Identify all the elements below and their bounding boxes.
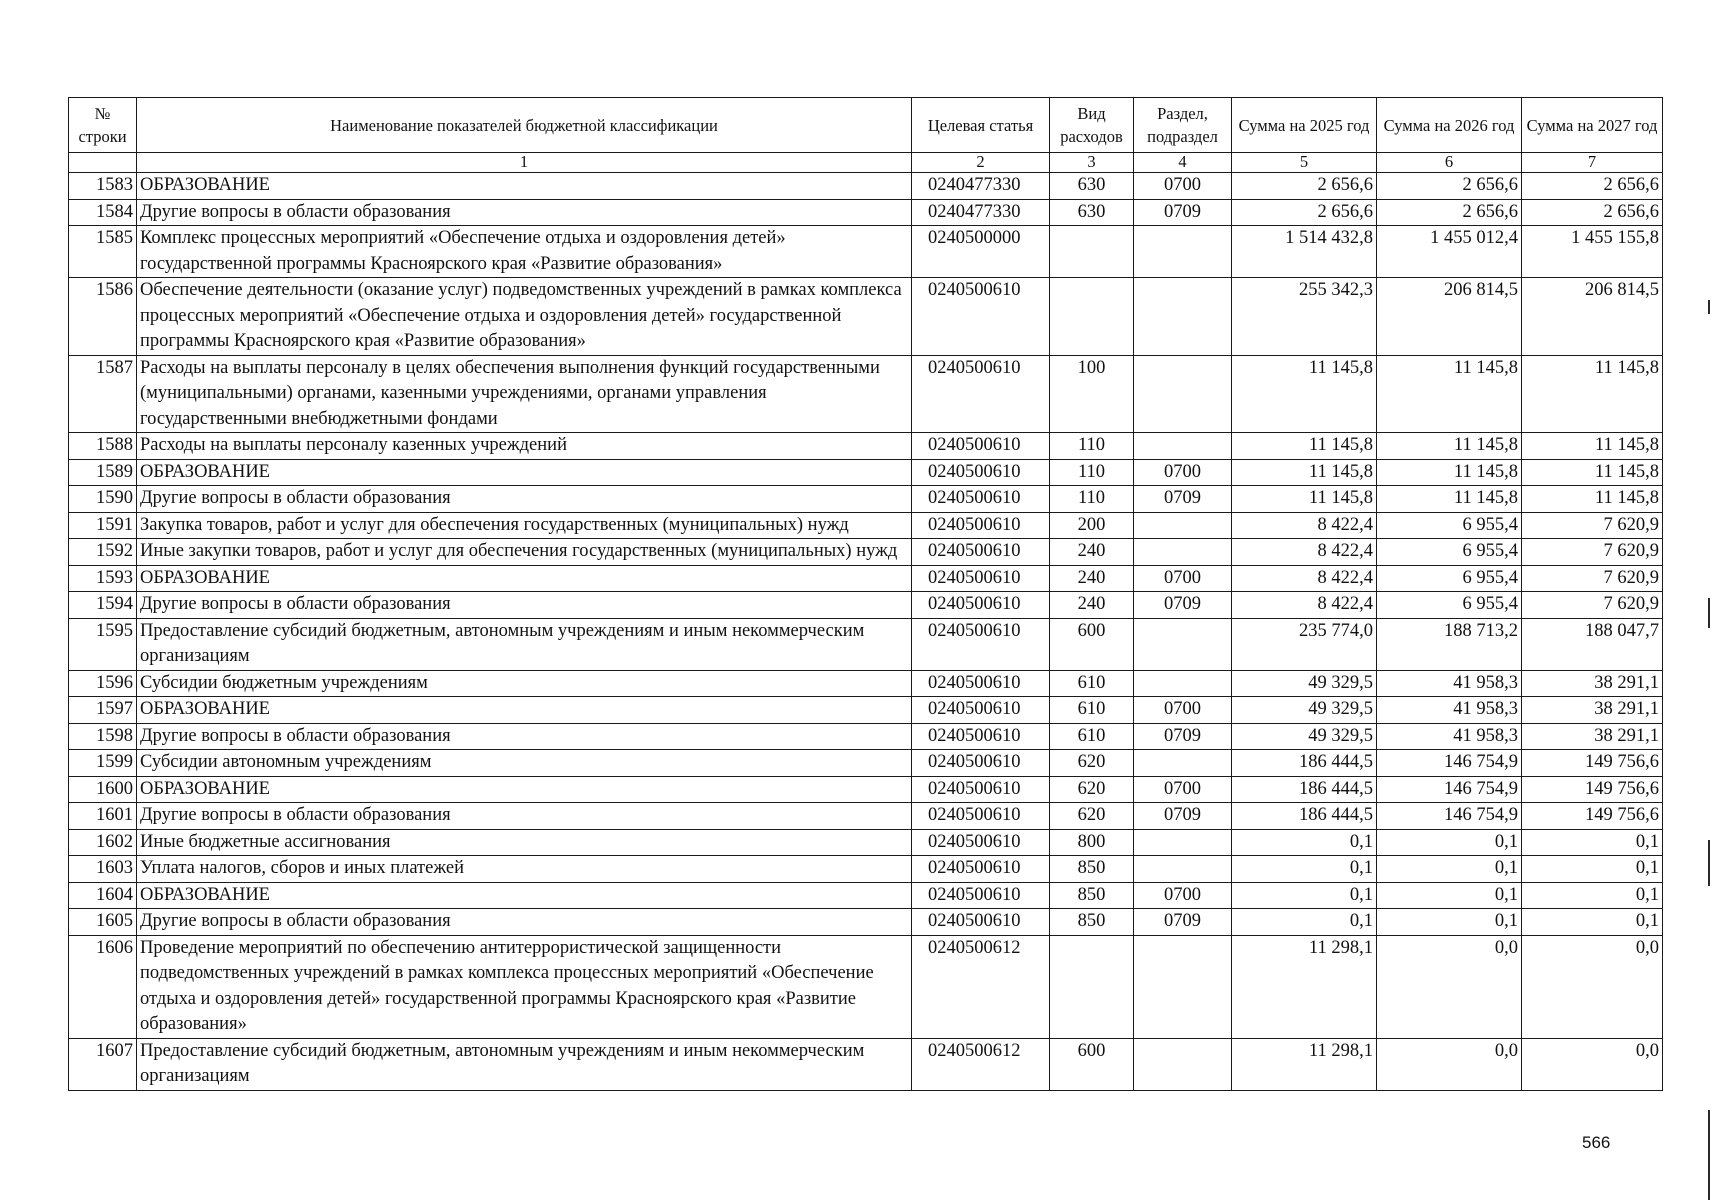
cell-sum-2027: 0,0 (1522, 935, 1663, 1038)
cell-target-article: 0240500610 (912, 856, 1050, 883)
table-body (69, 173, 1663, 1091)
cell-sum-2027: 11 145,8 (1522, 486, 1663, 513)
cell-target-article: 0240477330 (912, 173, 1050, 200)
cell-sum-2025: 186 444,5 (1232, 750, 1377, 777)
cell-row-number: 1588 (69, 433, 137, 460)
cell-sum-2027: 0,1 (1522, 909, 1663, 936)
cell-target-article: 0240500612 (912, 1038, 1050, 1090)
cell-sum-2025: 11 298,1 (1232, 935, 1377, 1038)
cell-target-article: 0240500610 (912, 355, 1050, 433)
cell-sum-2025: 49 329,5 (1232, 670, 1377, 697)
table-row (69, 459, 1663, 486)
cell-row-number: 1591 (69, 512, 137, 539)
cell-sum-2025: 0,1 (1232, 856, 1377, 883)
cell-row-number: 1593 (69, 565, 137, 592)
cell-sum-2027: 7 620,9 (1522, 565, 1663, 592)
table-row (69, 539, 1663, 566)
table-row (69, 697, 1663, 724)
cell-row-number: 1592 (69, 539, 137, 566)
cell-row-number: 1607 (69, 1038, 137, 1090)
cell-section (1134, 512, 1232, 539)
cell-row-number: 1584 (69, 199, 137, 226)
cell-sum-2025: 11 298,1 (1232, 1038, 1377, 1090)
cell-target-article: 0240500610 (912, 776, 1050, 803)
budget-table (68, 97, 1663, 1091)
cell-name: Другие вопросы в области образования (137, 199, 912, 226)
cell-section: 0709 (1134, 486, 1232, 513)
cell-sum-2025: 1 514 432,8 (1232, 226, 1377, 278)
cell-expense-kind (1050, 935, 1134, 1038)
cell-sum-2027: 188 047,7 (1522, 618, 1663, 670)
column-number (69, 153, 137, 173)
cell-target-article: 0240500610 (912, 433, 1050, 460)
cell-sum-2027: 7 620,9 (1522, 592, 1663, 619)
cell-row-number: 1596 (69, 670, 137, 697)
cell-sum-2025: 2 656,6 (1232, 173, 1377, 200)
cell-expense-kind (1050, 278, 1134, 356)
cell-sum-2027: 0,1 (1522, 829, 1663, 856)
cell-row-number: 1605 (69, 909, 137, 936)
cell-sum-2027: 149 756,6 (1522, 803, 1663, 830)
cell-sum-2026: 41 958,3 (1377, 723, 1522, 750)
cell-sum-2025: 11 145,8 (1232, 355, 1377, 433)
table-row (69, 829, 1663, 856)
cell-sum-2025: 186 444,5 (1232, 803, 1377, 830)
cell-name: Другие вопросы в области образования (137, 909, 912, 936)
cell-section: 0700 (1134, 459, 1232, 486)
cell-sum-2025: 11 145,8 (1232, 459, 1377, 486)
cell-name: Другие вопросы в области образования (137, 486, 912, 513)
cell-section (1134, 829, 1232, 856)
cell-name: Закупка товаров, работ и услуг для обеспечения государственных (муниципальных) нужд (137, 512, 912, 539)
column-number: 2 (912, 153, 1050, 173)
table-row (69, 173, 1663, 200)
cell-sum-2027: 11 145,8 (1522, 355, 1663, 433)
header-expense-kind: Вид расходов (1050, 98, 1134, 153)
cell-name: Субсидии бюджетным учреждениям (137, 670, 912, 697)
cell-sum-2025: 0,1 (1232, 909, 1377, 936)
cell-target-article: 0240500610 (912, 909, 1050, 936)
cell-sum-2027: 149 756,6 (1522, 776, 1663, 803)
cell-sum-2025: 11 145,8 (1232, 433, 1377, 460)
cell-section (1134, 433, 1232, 460)
cell-name: Субсидии автономным учреждениям (137, 750, 912, 777)
cell-sum-2026: 146 754,9 (1377, 803, 1522, 830)
cell-row-number: 1601 (69, 803, 137, 830)
scan-edge-mark (1708, 598, 1710, 628)
cell-sum-2025: 0,1 (1232, 829, 1377, 856)
table-row (69, 1038, 1663, 1090)
cell-expense-kind: 620 (1050, 776, 1134, 803)
cell-sum-2026: 146 754,9 (1377, 776, 1522, 803)
cell-sum-2027: 149 756,6 (1522, 750, 1663, 777)
column-number: 7 (1522, 153, 1663, 173)
cell-name: Другие вопросы в области образования (137, 592, 912, 619)
header-row-number: № строки (69, 98, 137, 153)
table-row (69, 278, 1663, 356)
column-number: 1 (137, 153, 912, 173)
cell-sum-2026: 41 958,3 (1377, 670, 1522, 697)
table-row (69, 723, 1663, 750)
table-row (69, 856, 1663, 883)
cell-section: 0709 (1134, 723, 1232, 750)
cell-expense-kind: 110 (1050, 433, 1134, 460)
cell-target-article: 0240477330 (912, 199, 1050, 226)
cell-sum-2027: 0,0 (1522, 1038, 1663, 1090)
cell-name: Иные закупки товаров, работ и услуг для обеспечения государственных (муниципальных) нужд (137, 539, 912, 566)
cell-section (1134, 618, 1232, 670)
cell-row-number: 1602 (69, 829, 137, 856)
table-row (69, 486, 1663, 513)
cell-name: ОБРАЗОВАНИЕ (137, 697, 912, 724)
cell-name: ОБРАЗОВАНИЕ (137, 882, 912, 909)
header-sum-2026: Сумма на 2026 год (1377, 98, 1522, 153)
cell-row-number: 1604 (69, 882, 137, 909)
column-number: 5 (1232, 153, 1377, 173)
cell-target-article: 0240500610 (912, 539, 1050, 566)
table-row (69, 512, 1663, 539)
cell-section: 0709 (1134, 803, 1232, 830)
cell-sum-2026: 0,1 (1377, 829, 1522, 856)
cell-target-article: 0240500610 (912, 829, 1050, 856)
cell-sum-2026: 6 955,4 (1377, 565, 1522, 592)
cell-row-number: 1600 (69, 776, 137, 803)
header-name: Наименование показателей бюджетной классификации (137, 98, 912, 153)
cell-expense-kind: 610 (1050, 670, 1134, 697)
cell-section: 0700 (1134, 565, 1232, 592)
cell-section (1134, 1038, 1232, 1090)
cell-target-article: 0240500610 (912, 459, 1050, 486)
cell-section: 0709 (1134, 199, 1232, 226)
cell-name: Комплекс процессных мероприятий «Обеспечение отдыха и оздоровления детей» государственной программы Красноярского края «Развитие образования» (137, 226, 912, 278)
cell-sum-2025: 255 342,3 (1232, 278, 1377, 356)
cell-row-number: 1585 (69, 226, 137, 278)
cell-row-number: 1587 (69, 355, 137, 433)
cell-sum-2026: 0,1 (1377, 909, 1522, 936)
cell-sum-2026: 11 145,8 (1377, 486, 1522, 513)
cell-section (1134, 226, 1232, 278)
cell-name: ОБРАЗОВАНИЕ (137, 173, 912, 200)
scan-edge-mark (1708, 300, 1710, 314)
header-sum-2027: Сумма на 2027 год (1522, 98, 1663, 153)
cell-expense-kind: 240 (1050, 565, 1134, 592)
table-row (69, 776, 1663, 803)
cell-expense-kind: 630 (1050, 199, 1134, 226)
cell-sum-2027: 7 620,9 (1522, 539, 1663, 566)
column-number-row (69, 153, 1663, 173)
cell-sum-2027: 38 291,1 (1522, 697, 1663, 724)
scan-edge-mark (1708, 840, 1710, 886)
page-number: 566 (1582, 1133, 1611, 1152)
cell-row-number: 1595 (69, 618, 137, 670)
table-row (69, 226, 1663, 278)
cell-name: Проведение мероприятий по обеспечению антитеррористической защищенности подведомственных учреждений в рамках комплекса процессных мероприятий «Обеспечение отдыха и оздоровления детей» государственной программы Красноярского края «Развитие образования» (137, 935, 912, 1038)
header-sum-2025: Сумма на 2025 год (1232, 98, 1377, 153)
cell-sum-2025: 8 422,4 (1232, 592, 1377, 619)
table-row (69, 882, 1663, 909)
cell-name: ОБРАЗОВАНИЕ (137, 565, 912, 592)
cell-sum-2025: 49 329,5 (1232, 723, 1377, 750)
cell-sum-2027: 2 656,6 (1522, 199, 1663, 226)
cell-section (1134, 935, 1232, 1038)
column-number: 3 (1050, 153, 1134, 173)
cell-sum-2026: 2 656,6 (1377, 199, 1522, 226)
cell-expense-kind: 110 (1050, 459, 1134, 486)
table-row (69, 935, 1663, 1038)
cell-section (1134, 355, 1232, 433)
cell-sum-2027: 1 455 155,8 (1522, 226, 1663, 278)
cell-section (1134, 750, 1232, 777)
cell-target-article: 0240500610 (912, 697, 1050, 724)
cell-sum-2026: 6 955,4 (1377, 539, 1522, 566)
cell-target-article: 0240500610 (912, 592, 1050, 619)
cell-row-number: 1590 (69, 486, 137, 513)
cell-sum-2025: 11 145,8 (1232, 486, 1377, 513)
cell-sum-2025: 8 422,4 (1232, 539, 1377, 566)
cell-expense-kind: 100 (1050, 355, 1134, 433)
cell-sum-2026: 0,0 (1377, 1038, 1522, 1090)
cell-row-number: 1606 (69, 935, 137, 1038)
cell-sum-2027: 2 656,6 (1522, 173, 1663, 200)
cell-sum-2027: 0,1 (1522, 856, 1663, 883)
cell-expense-kind: 610 (1050, 697, 1134, 724)
cell-target-article: 0240500610 (912, 486, 1050, 513)
table-row (69, 592, 1663, 619)
cell-target-article: 0240500000 (912, 226, 1050, 278)
table-row (69, 803, 1663, 830)
cell-name: Предоставление субсидий бюджетным, автономным учреждениям и иным некоммерческим организациям (137, 618, 912, 670)
cell-section: 0700 (1134, 173, 1232, 200)
table-row (69, 909, 1663, 936)
cell-row-number: 1594 (69, 592, 137, 619)
cell-target-article: 0240500610 (912, 565, 1050, 592)
cell-expense-kind: 240 (1050, 539, 1134, 566)
cell-sum-2026: 11 145,8 (1377, 355, 1522, 433)
cell-section: 0700 (1134, 882, 1232, 909)
table-row (69, 618, 1663, 670)
cell-expense-kind: 200 (1050, 512, 1134, 539)
cell-sum-2025: 235 774,0 (1232, 618, 1377, 670)
cell-name: Расходы на выплаты персоналу в целях обеспечения выполнения функций государственными (муниципальными) органами, казенными учреждениями, органами управления государственными внебюджетными фондами (137, 355, 912, 433)
cell-section (1134, 539, 1232, 566)
header-row (69, 98, 1663, 153)
cell-target-article: 0240500610 (912, 803, 1050, 830)
cell-name: Уплата налогов, сборов и иных платежей (137, 856, 912, 883)
cell-sum-2027: 0,1 (1522, 882, 1663, 909)
cell-target-article: 0240500610 (912, 882, 1050, 909)
table-row (69, 199, 1663, 226)
cell-sum-2026: 0,1 (1377, 856, 1522, 883)
table-row (69, 433, 1663, 460)
cell-sum-2025: 2 656,6 (1232, 199, 1377, 226)
cell-name: Предоставление субсидий бюджетным, автономным учреждениям и иным некоммерческим организациям (137, 1038, 912, 1090)
cell-sum-2026: 6 955,4 (1377, 592, 1522, 619)
cell-expense-kind: 800 (1050, 829, 1134, 856)
column-number: 4 (1134, 153, 1232, 173)
cell-sum-2027: 38 291,1 (1522, 670, 1663, 697)
cell-sum-2025: 0,1 (1232, 882, 1377, 909)
cell-sum-2026: 0,0 (1377, 935, 1522, 1038)
cell-section: 0709 (1134, 592, 1232, 619)
cell-target-article: 0240500612 (912, 935, 1050, 1038)
cell-sum-2026: 6 955,4 (1377, 512, 1522, 539)
table-row (69, 355, 1663, 433)
cell-expense-kind: 240 (1050, 592, 1134, 619)
cell-expense-kind: 600 (1050, 1038, 1134, 1090)
cell-name: Иные бюджетные ассигнования (137, 829, 912, 856)
cell-sum-2027: 11 145,8 (1522, 433, 1663, 460)
cell-target-article: 0240500610 (912, 750, 1050, 777)
cell-expense-kind (1050, 226, 1134, 278)
cell-expense-kind: 110 (1050, 486, 1134, 513)
cell-sum-2026: 146 754,9 (1377, 750, 1522, 777)
table-row (69, 670, 1663, 697)
cell-row-number: 1597 (69, 697, 137, 724)
cell-expense-kind: 850 (1050, 909, 1134, 936)
header-target-article: Целевая статья (912, 98, 1050, 153)
cell-sum-2025: 8 422,4 (1232, 565, 1377, 592)
cell-sum-2026: 41 958,3 (1377, 697, 1522, 724)
cell-name: ОБРАЗОВАНИЕ (137, 459, 912, 486)
cell-section (1134, 278, 1232, 356)
cell-row-number: 1599 (69, 750, 137, 777)
cell-target-article: 0240500610 (912, 723, 1050, 750)
cell-sum-2026: 0,1 (1377, 882, 1522, 909)
cell-sum-2026: 188 713,2 (1377, 618, 1522, 670)
cell-target-article: 0240500610 (912, 670, 1050, 697)
cell-target-article: 0240500610 (912, 278, 1050, 356)
cell-row-number: 1589 (69, 459, 137, 486)
cell-target-article: 0240500610 (912, 618, 1050, 670)
cell-sum-2027: 38 291,1 (1522, 723, 1663, 750)
cell-row-number: 1603 (69, 856, 137, 883)
cell-expense-kind: 600 (1050, 618, 1134, 670)
cell-section (1134, 670, 1232, 697)
header-section: Раздел, подраздел (1134, 98, 1232, 153)
cell-name: Другие вопросы в области образования (137, 723, 912, 750)
column-number: 6 (1377, 153, 1522, 173)
cell-name: Другие вопросы в области образования (137, 803, 912, 830)
table-row (69, 565, 1663, 592)
cell-row-number: 1598 (69, 723, 137, 750)
cell-expense-kind: 610 (1050, 723, 1134, 750)
cell-sum-2026: 2 656,6 (1377, 173, 1522, 200)
cell-expense-kind: 850 (1050, 856, 1134, 883)
cell-target-article: 0240500610 (912, 512, 1050, 539)
cell-expense-kind: 630 (1050, 173, 1134, 200)
cell-sum-2027: 206 814,5 (1522, 278, 1663, 356)
cell-sum-2025: 8 422,4 (1232, 512, 1377, 539)
cell-sum-2025: 49 329,5 (1232, 697, 1377, 724)
cell-section: 0709 (1134, 909, 1232, 936)
cell-sum-2026: 1 455 012,4 (1377, 226, 1522, 278)
cell-row-number: 1583 (69, 173, 137, 200)
cell-name: Обеспечение деятельности (оказание услуг) подведомственных учреждений в рамках комплекса процессных мероприятий «Обеспечение отдыха и оздоровления детей» государственной программы Красноярского края «Развитие образования» (137, 278, 912, 356)
table-row (69, 750, 1663, 777)
cell-section: 0700 (1134, 776, 1232, 803)
cell-sum-2026: 11 145,8 (1377, 459, 1522, 486)
cell-expense-kind: 620 (1050, 803, 1134, 830)
cell-row-number: 1586 (69, 278, 137, 356)
cell-name: ОБРАЗОВАНИЕ (137, 776, 912, 803)
cell-sum-2027: 11 145,8 (1522, 459, 1663, 486)
cell-sum-2026: 11 145,8 (1377, 433, 1522, 460)
scan-edge-mark (1708, 1110, 1710, 1200)
cell-sum-2027: 7 620,9 (1522, 512, 1663, 539)
cell-sum-2025: 186 444,5 (1232, 776, 1377, 803)
cell-section: 0700 (1134, 697, 1232, 724)
cell-name: Расходы на выплаты персоналу казенных учреждений (137, 433, 912, 460)
cell-sum-2026: 206 814,5 (1377, 278, 1522, 356)
cell-expense-kind: 620 (1050, 750, 1134, 777)
cell-section (1134, 856, 1232, 883)
cell-expense-kind: 850 (1050, 882, 1134, 909)
